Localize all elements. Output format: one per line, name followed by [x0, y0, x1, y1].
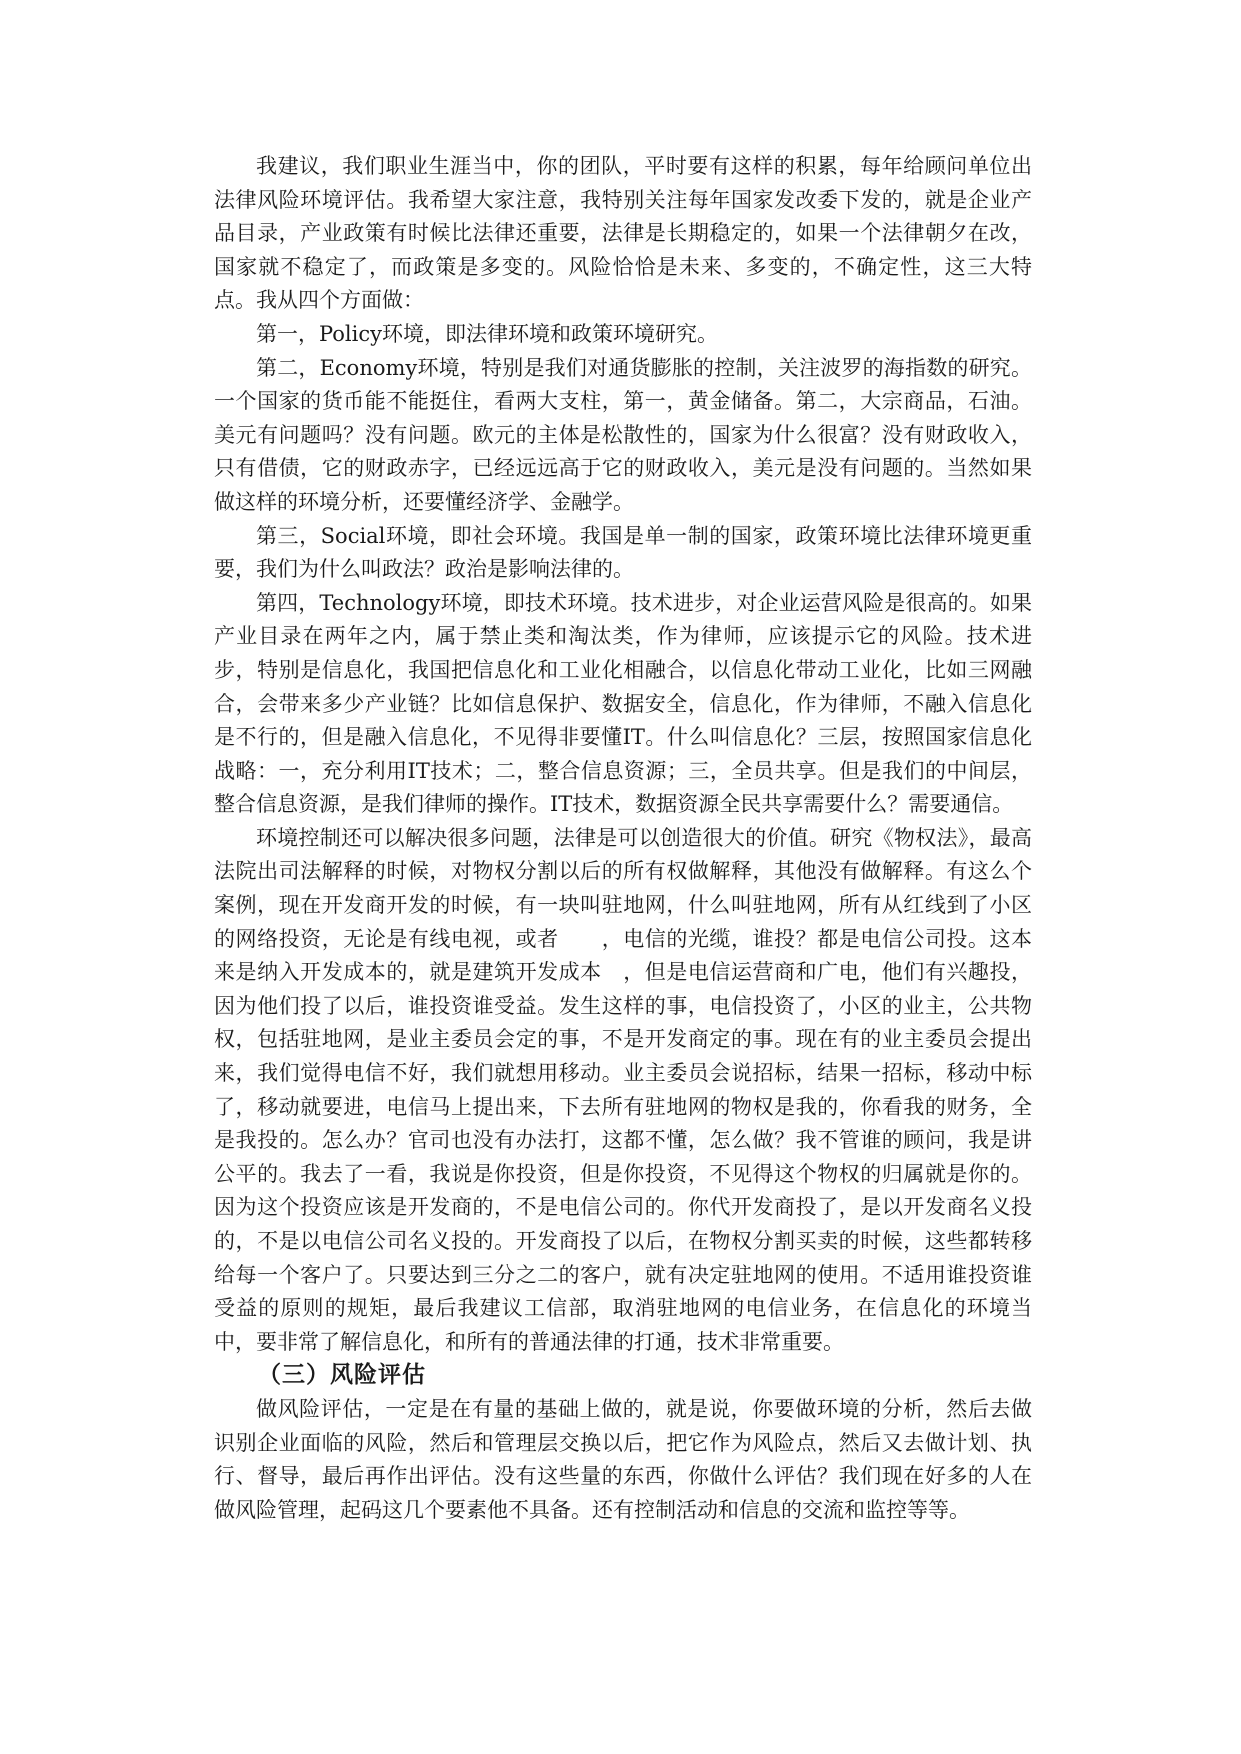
paragraph-environment-control: 环境控制还可以解决很多问题，法律是可以创造很大的价值。研究《物权法》，最高法院出司法解释的时候，对物权分割以后的所有权做解释，其他没有做解释。有这么个案例，现在开发商开发的时候，有一块叫驻地网，什么叫驻地网，所有从红线到了小区的网络投资，无论是有线电视，或者 ，电信的光缆，谁投？都是电信公司投。这本来是纳入开发成本的，就是建筑开发成本 ，但是电信运营商和广电，他们有兴趣投，因为他们投了以后，谁投资谁受益。发生这样的事，电信投资了，小区的业主，公共物权，包括驻地网，是业主委员会定的事，不是开发商定的事。现在有的业主委员会提出来，我们觉得电信不好，我们就想用移动。业主委员会说招标，结果一招标，移动中标了，移动就要进，电信马上提出来，下去所有驻地网的物权是我的，你看我的财务，全是我投的。怎么办？官司也没有办法打，这都不懂，怎么做？我不管谁的顾问，我是讲公平的。我去了一看，我说是你投资，但是你投资，不见得这个物权的归属就是你的。因为这个投资应该是开发商的，不是电信公司的。你代开发商投了，是以开发商名义投的，不是以电信公司名义投的。开发商投了以后，在物权分割买卖的时候，这些都转移给每一个客户了。只要达到三分之二的客户，就有决定驻地网的使用。不适用谁投资谁受益的原则的规矩，最后我建议工信部，取消驻地网的电信业务，在信息化的环境当中，要非常了解信息化，和所有的普通法律的打通，技术非常重要。: [214, 825, 1032, 1354]
paragraph-intro: 我建议，我们职业生涯当中，你的团队，平时要有这样的积累，每年给顾问单位出法律风险环境评估。我希望大家注意，我特别关注每年国家发改委下发的，就是企业产品目录，产业政策有时候比法律还重要，法律是长期稳定的，如果一个法律朝夕在改，国家就不稳定了，而政策是多变的。风险恰恰是未来、多变的，不确定性，这三大特点。我从四个方面做：: [214, 154, 1032, 313]
paragraph-technology: 第四，Technology环境，即技术环境。技术进步，对企业运营风险是很高的。如果产业目录在两年之内，属于禁止类和淘汰类，作为律师，应该提示它的风险。技术进步，特别是信息化，我国把信息化和工业化相融合，以信息化带动工业化，比如三网融合，会带来多少产业链？比如信息保护、数据安全，信息化，作为律师，不融入信息化是不行的，但是融入信息化，不见得非要懂IT。什么叫信息化？三层，按照国家信息化战略：一，充分利用IT技术；二，整合信息资源；三，全员共享。但是我们的中间层，整合信息资源，是我们律师的操作。IT技术，数据资源全民共享需要什么？需要通信。: [214, 590, 1032, 817]
paragraph-policy: 第一，Policy环境，即法律环境和政策环境研究。: [256, 321, 718, 346]
paragraph-social: 第三，Social环境，即社会环境。我国是单一制的国家，政策环境比法律环境更重要，我们为什么叫政法？政治是影响法律的。: [214, 523, 1032, 582]
section-heading: （三）风险评估: [258, 1362, 426, 1389]
document-page: [214, 150, 1032, 1527]
paragraph-economy: 第二，Economy环境，特别是我们对通货膨胀的控制，关注波罗的海指数的研究。一个国家的货币能不能挺住，看两大支柱，第一，黄金储备。第二，大宗商品，石油。美元有问题吗？没有问题。欧元的主体是松散性的，国家为什么很富？没有财政收入，只有借债，它的财政赤字，已经远远高于它的财政收入，美元是没有问题的。当然如果做这样的环境分析，还要懂经济学、金融学。: [214, 355, 1032, 514]
paragraph-risk-assessment: 做风险评估，一定是在有量的基础上做的，就是说，你要做环境的分析，然后去做识别企业面临的风险，然后和管理层交换以后，把它作为风险点，然后又去做计划、执行、督导，最后再作出评估。没有这些量的东西，你做什么评估？我们现在好多的人在做风险管理，起码这几个要素他不具备。还有控制活动和信息的交流和监控等等。: [214, 1396, 1032, 1522]
